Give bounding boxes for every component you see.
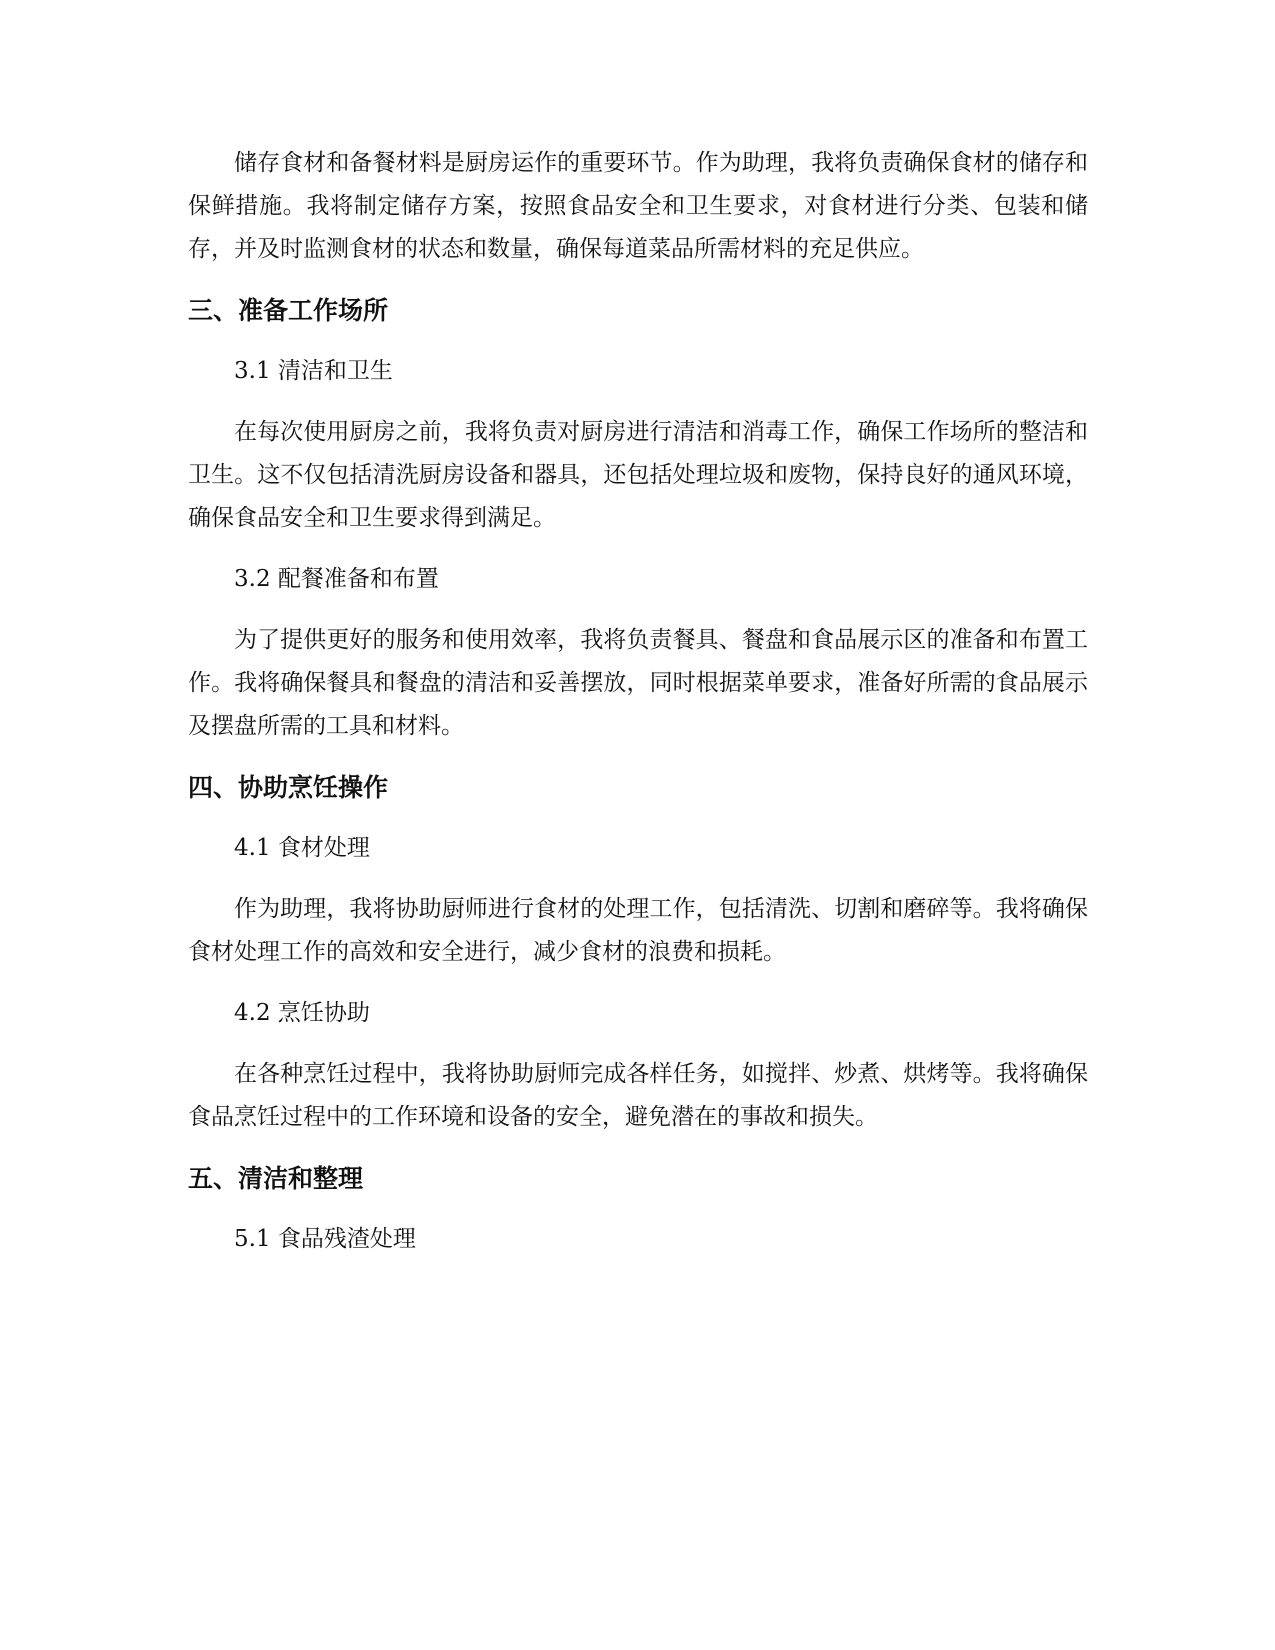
document-content — [188, 142, 1088, 1279]
subsection-3-1-body: 在每次使用厨房之前，我将负责对厨房进行清洁和消毒工作，确保工作场所的整洁和卫生。这不仅包括清洗厨房设备和器具，还包括处理垃圾和废物，保持良好的通风环境，确保食品安全和卫生要求得到满足。 — [188, 419, 1088, 531]
section-4-heading: 四、协助烹饪操作 — [188, 773, 389, 802]
subsection-3-1-title: 3.1 清洁和卫生 — [234, 358, 393, 384]
intro-paragraph: 储存食材和备餐材料是厨房运作的重要环节。作为助理，我将负责确保食材的储存和保鲜措施。我将制定储存方案，按照食品安全和卫生要求，对食材进行分类、包装和储存，并及时监测食材的状态和数量，确保每道菜品所需材料的充足供应。 — [188, 150, 1088, 262]
subsection-4-2-title: 4.2 烹饪协助 — [234, 1000, 370, 1026]
subsection-3-2-body: 为了提供更好的服务和使用效率，我将负责餐具、餐盘和食品展示区的准备和布置工作。我将确保餐具和餐盘的清洁和妥善摆放，同时根据菜单要求，准备好所需的食品展示及摆盘所需的工具和材料。 — [188, 627, 1088, 739]
subsection-4-1-title: 4.1 食材处理 — [234, 835, 370, 861]
subsection-5-1-title: 5.1 食品残渣处理 — [234, 1226, 416, 1252]
section-3-heading: 三、准备工作场所 — [188, 296, 389, 325]
subsection-3-2-title: 3.2 配餐准备和布置 — [234, 566, 439, 592]
subsection-4-1-body: 作为助理，我将协助厨师进行食材的处理工作，包括清洗、切割和磨碎等。我将确保食材处理工作的高效和安全进行，减少食材的浪费和损耗。 — [188, 896, 1088, 965]
subsection-4-2-body: 在各种烹饪过程中，我将协助厨师完成各样任务，如搅拌、炒煮、烘烤等。我将确保食品烹饪过程中的工作环境和设备的安全，避免潜在的事故和损失。 — [188, 1061, 1088, 1130]
section-5-heading: 五、清洁和整理 — [188, 1164, 364, 1193]
